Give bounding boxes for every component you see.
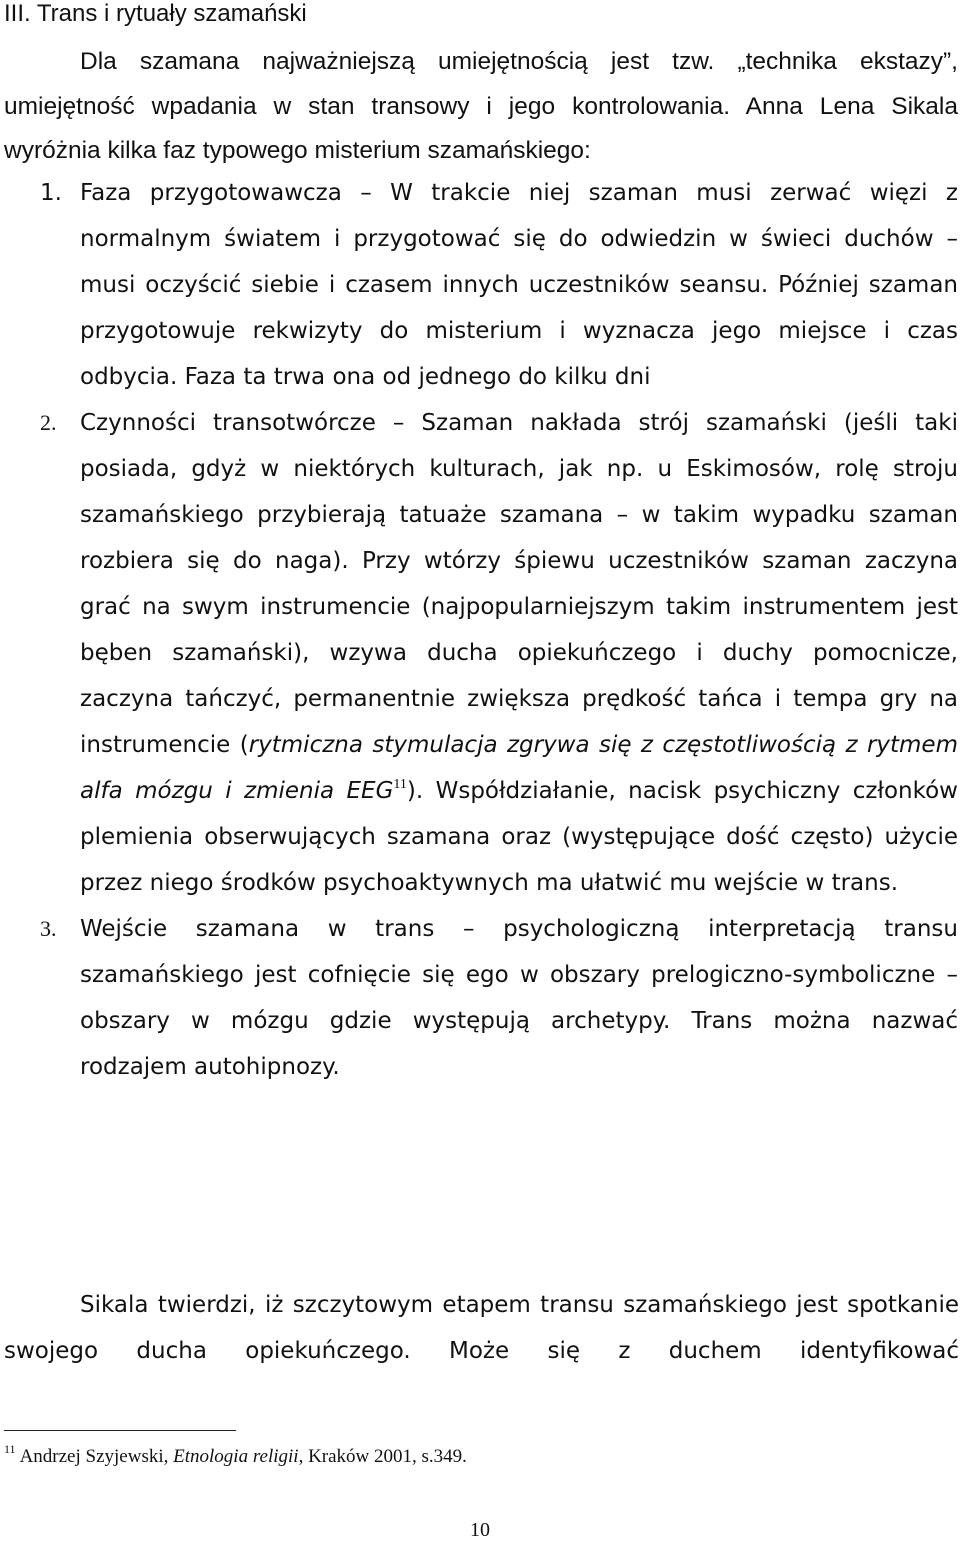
phase-text: Faza przygotowawcza – W trakcie niej szaman musi zerwać więzi z normalnym światem i przygotować się do odwiedzin w świeci duchów – musi oczyścić siebie i czasem innych uczestników seansu. Później szaman przygotowuje rekwizyty do misterium i wyznacza jego miejsce i czas odbycia. Faza ta trwa ona od jednego do kilku dni (80, 180, 958, 390)
intro-paragraph (4, 40, 958, 174)
footnote-author: Andrzej Szyjewski, (19, 1446, 174, 1467)
phase-list (0, 170, 958, 1090)
section-heading: III. Trans i rytuały szamański (4, 0, 307, 27)
footnote-title: Etnologia religii (173, 1446, 299, 1467)
phase-item-2 (0, 400, 958, 906)
footnote-number: 11 (4, 1442, 16, 1456)
phase-text-part-b: ). Współdziałanie, nacisk psychiczny członków plemienia obserwujących szamana oraz (występujące dość często) użycie przez niego środków psychoaktywnych ma ułatwić mu wejście w trans. (80, 778, 958, 896)
footnote-reference[interactable]: 11 (393, 777, 407, 792)
phase-number: 2. (40, 410, 57, 435)
closing-paragraph (4, 1282, 959, 1374)
page-number: 10 (470, 1519, 490, 1541)
footnote-separator (4, 1430, 236, 1431)
footnote (4, 1444, 904, 1470)
phase-text: Wejście szamana w trans – psychologiczną interpretacją transu szamańskiego jest cofnięcie się ego w obszary prelogiczno-symboliczne – obszary w mózgu gdzie występują archetypy. Trans można nazwać rodzajem autohipnozy. (80, 916, 958, 1080)
phase-number: 3. (40, 916, 57, 941)
phase-item-1 (0, 170, 958, 400)
phase-item-3 (0, 906, 958, 1090)
phase-text-part-a: Czynności transotwórcze – Szaman nakłada strój szamański (jeśli taki posiada, gdyż w niektórych kulturach, jak np. u Eskimosów, rolę stroju szamańskiego przybierają tatuaże szamana – w takim wypadku szaman rozbiera się do naga). Przy wtórzy śpiewu uczestników szaman zaczyna grać na swym instrumencie (najpopularniejszym takim instrumentem jest bęben szamański), wzywa ducha opiekuńczego i duchy pomocnicze, zaczyna tańczyć, permanentnie zwiększa prędkość tańca i tempa gry na instrumencie ( (80, 410, 958, 758)
intro-text: Dla szamana najważniejszą umiejętnością jest tzw. „technika ekstazy”, umiejętność wpadania w stan transowy i jego kontrolowania. Anna Lena Sikala wyróżnia kilka faz typowego misterium szamańskiego: (4, 48, 958, 164)
closing-text: Sikala twierdzi, iż szczytowym etapem transu szamańskiego jest spotkanie swojego ducha opiekuńczego. Może się z duchem identyfikować (4, 1292, 959, 1364)
phase-text-italic: rytmiczna stymulacja zgrywa się z częstotliwością z rytmem alfa mózgu i zmienia EEG (80, 732, 958, 804)
phase-number: 1. (40, 180, 62, 206)
footnote-rest: , Kraków 2001, s.349. (298, 1446, 467, 1467)
